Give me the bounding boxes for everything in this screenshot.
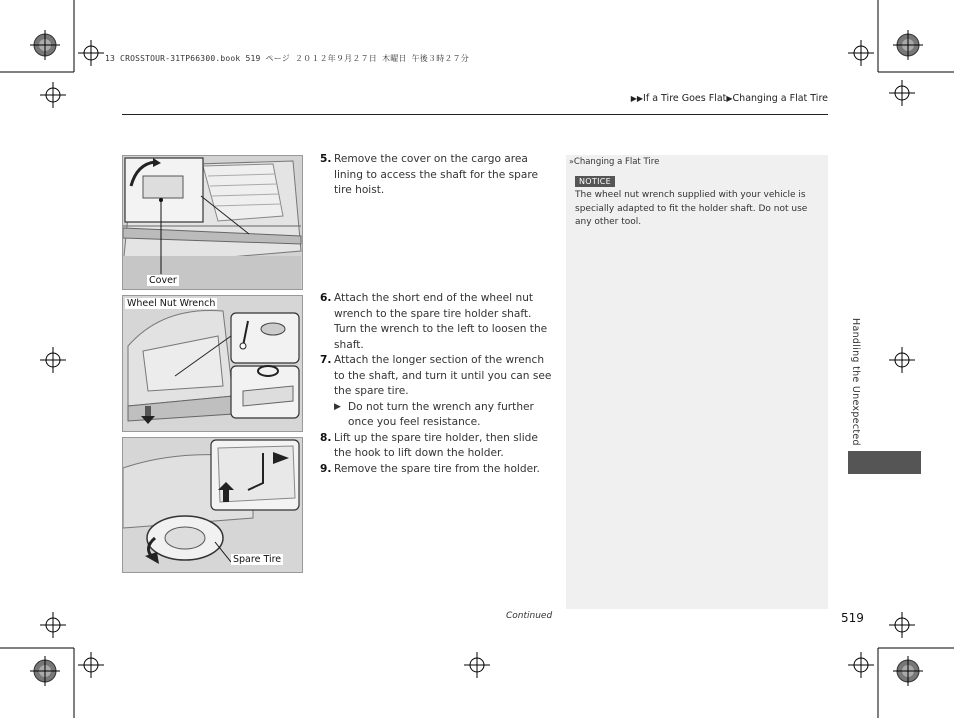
registration-crosshair-icon: [78, 40, 104, 66]
note-text: Do not turn the wrench any further once you feel resistance.: [348, 400, 534, 428]
crop-mark-bottom-left: [0, 640, 80, 718]
step-number: 9.: [320, 462, 332, 475]
side-tab: [848, 451, 921, 474]
reference-icon: »: [569, 157, 574, 166]
step-7-note: [320, 400, 555, 431]
step-7: [320, 353, 555, 400]
label-spare-tire: Spare Tire: [233, 554, 282, 565]
page-number: 519: [841, 611, 864, 625]
header-rule: [122, 114, 828, 115]
steps-block-2: [320, 291, 555, 477]
figure-wheel-nut-wrench: [122, 295, 303, 432]
step-number: 7.: [320, 354, 332, 366]
label-cover: Cover: [149, 275, 177, 286]
sidebar-reference: [569, 157, 659, 167]
crop-mark-top-right: [874, 0, 954, 80]
step-text: Remove the cover on the cargo area lining to access the shaft for the spare tire hoist.: [334, 153, 539, 196]
breadcrumb: [631, 93, 828, 104]
figure-cargo-cover: [122, 155, 303, 290]
step-number: 8.: [320, 431, 332, 444]
step-number: 6.: [320, 292, 332, 304]
spare-tire-illustration: [123, 438, 302, 572]
crop-mark-top-left: [0, 0, 80, 80]
continued-label: Continued: [506, 611, 553, 621]
registration-crosshair-icon: [40, 612, 66, 638]
registration-crosshair-icon: [40, 347, 66, 373]
breadcrumb-part2: Changing a Flat Tire: [732, 93, 828, 104]
triangle-icon: ▶: [726, 94, 733, 103]
step-6: [320, 291, 555, 353]
sidebar-ref-text: Changing a Flat Tire: [573, 157, 660, 167]
label-wheel-nut-wrench: Wheel Nut Wrench: [127, 298, 216, 309]
registration-crosshair-icon: [464, 652, 490, 678]
registration-crosshair-icon: [848, 652, 874, 678]
steps-block-1: [320, 152, 555, 199]
step-text: Lift up the spare tire holder, then slide the hook to lift down the holder.: [334, 431, 538, 459]
registration-crosshair-icon: [40, 82, 66, 108]
step-number: 5.: [320, 153, 332, 165]
figure-spare-tire: [122, 437, 303, 573]
step-5: [320, 152, 555, 199]
step-text: Attach the longer section of the wrench to the shaft, and turn it until you can see the spare tire.: [334, 354, 552, 397]
step-9: [320, 462, 555, 478]
side-tab-label: Handling the Unexpected: [850, 318, 861, 446]
registration-crosshair-icon: [889, 612, 915, 638]
notice-badge: NOTICE: [575, 176, 615, 187]
breadcrumb-part1: If a Tire Goes Flat: [643, 93, 727, 104]
registration-crosshair-icon: [889, 347, 915, 373]
notice-body: The wheel nut wrench supplied with your vehicle is specially adapted to fit the holder shaft. Do not use any other tool.: [575, 190, 808, 227]
cargo-cover-illustration: [123, 156, 302, 289]
registration-crosshair-icon: [889, 80, 915, 106]
print-header: 13 CROSSTOUR-31TP66300.book 519 ページ ２０１２年９月２７日 木曜日 午後３時２７分: [105, 54, 470, 63]
notice-sidebar: [566, 155, 828, 609]
triangle-icon: ▶: [334, 401, 341, 412]
registration-crosshair-icon: [78, 652, 104, 678]
step-text: Remove the spare tire from the holder.: [334, 462, 540, 475]
wheel-nut-wrench-illustration: [123, 296, 302, 431]
registration-crosshair-icon: [848, 40, 874, 66]
double-triangle-icon: ▶▶: [630, 94, 644, 103]
step-8: [320, 431, 555, 462]
step-text: Attach the short end of the wheel nut wrench to the spare tire holder shaft. Turn the wrench to the left to loosen the shaft.: [334, 292, 548, 351]
crop-mark-bottom-right: [874, 640, 954, 718]
